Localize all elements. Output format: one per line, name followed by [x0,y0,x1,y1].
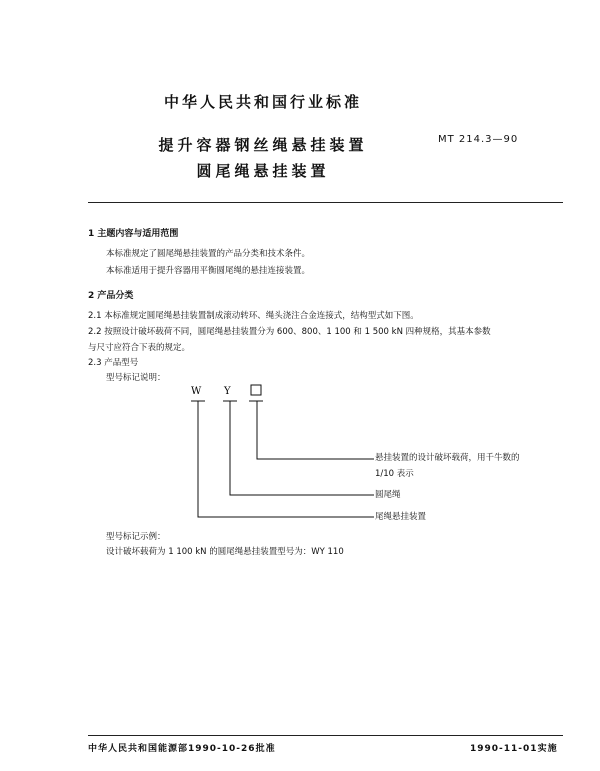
standard-category: 中华人民共和国行业标准 [163,93,362,111]
section-2-heading: 2 产品分类 [88,291,134,301]
item-2-2-line-1: 2.2 按照设计破坏载荷不同，圆尾绳悬挂装置分为 600、800、1 100 和 1 500 kN 四种规格，其基本参数 [88,327,491,337]
item-2-2-line-2: 与尺寸应符合下表的规定。 [88,343,191,353]
section-1-heading: 1 主题内容与适用范围 [88,229,179,239]
document-subtitle: 圆尾绳悬挂装置 [196,162,330,180]
example-label: 型号标记示例： [106,532,166,542]
diagram-label-load-line-2: 1/10 表示 [375,469,414,479]
item-2-3: 2.3 产品型号 [88,358,139,368]
diagram-placeholder-box [251,385,261,395]
diagram-label-round-rope: 圆尾绳 [375,490,401,500]
diagram-letter-y: Y [224,386,231,397]
document-title: 提升容器钢丝绳悬挂装置 [158,136,368,154]
model-desc-label: 型号标记说明： [106,373,166,383]
footer-effective-date: 1990-11-01实施 [470,744,558,754]
diagram-leader-round-rope [230,401,374,495]
footer-rule [88,735,563,736]
diagram-label-device: 尾绳悬挂装置 [375,512,427,522]
standard-code: MT 214.3—90 [438,134,519,145]
diagram-label-load-line-1: 悬挂装置的设计破坏载荷，用千牛数的 [375,453,520,463]
example-text: 设计破坏载荷为 1 100 kN 的圆尾绳悬挂装置型号为：WY 110 [106,547,344,557]
item-2-1: 2.1 本标准规定圆尾绳悬挂装置制成滚动转环、绳头浇注合金连接式，结构型式如下图。 [88,311,419,321]
footer-issuer: 中华人民共和国能源部1990-10-26批准 [88,744,276,754]
section-1-para-1: 本标准规定了圆尾绳悬挂装置的产品分类和技术条件。 [106,249,311,259]
section-1-para-2: 本标准适用于提升容器用平衡圆尾绳的悬挂连接装置。 [106,266,311,276]
diagram-letter-w: W [191,386,202,397]
diagram-leader-load [257,401,374,459]
